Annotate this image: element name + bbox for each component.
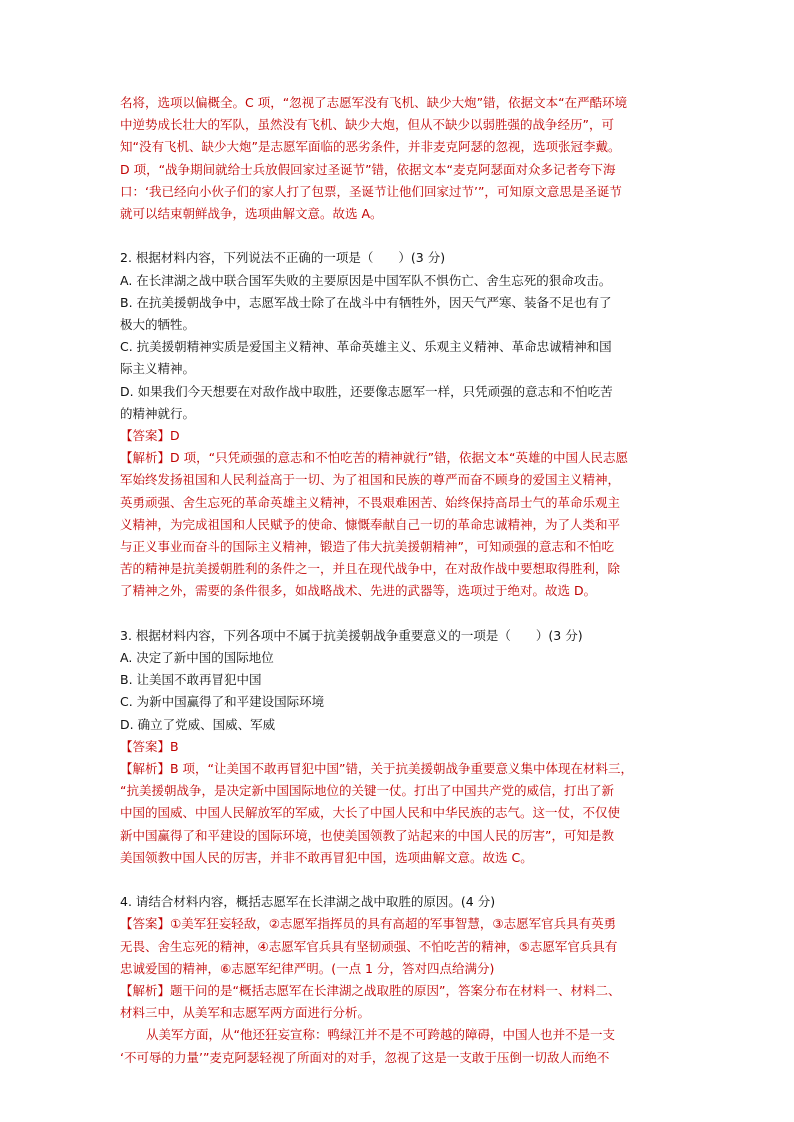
option-line: A. 在长津湖之战中联合国军失败的主要原因是中国军队不惧伤亡、舍生忘死的狠命攻击。 <box>120 272 612 288</box>
question-stem: 4. 请结合材料内容，概括志愿军在长津湖之战中取胜的原因。(4 分) <box>120 894 496 910</box>
text-line: 就可以结束朝鲜战争，选项曲解文意。故选 A。 <box>120 206 383 222</box>
text-line: 名将，选项以偏概全。C 项，“忽视了志愿军没有飞机、缺少大炮”错，依据文本“在严酷环境 <box>120 95 628 110</box>
analysis-line: 了精神之外，需要的条件很多，如战略战术、先进的武器等，选项过于绝对。故选 D。 <box>120 583 597 599</box>
analysis-line: 与正义事业而奋斗的国际主义精神，锻造了伟大抗美援朝精神”，可知顽强的意志和不怕吃 <box>120 539 614 555</box>
analysis-line: 【解析】B 项，“让美国不敢再冒犯中国”错，关于抗美援朝战争重要意义集中体现在材料三， <box>120 761 634 777</box>
option-line: 际主义精神。 <box>120 361 196 377</box>
text-line: 知“没有飞机、缺少大炮”是志愿军面临的恶劣条件，并非麦克阿瑟的忽视，选项张冠李戴。 <box>120 139 621 155</box>
answer-line: 【答案】D <box>120 428 180 444</box>
option-line: C. 抗美援朝精神实质是爱国主义精神、革命英雄主义、乐观主义精神、革命忠诚精神和国 <box>120 339 612 355</box>
answer-line: 无畏、舍生忘死的精神，④志愿军官兵具有坚韧顽强、不怕吃苦的精神，⑤志愿军官兵具有 <box>120 938 618 954</box>
analysis-line: 材料三中，从美军和志愿军两方面进行分析。 <box>120 1005 371 1021</box>
question-2 <box>120 247 680 602</box>
document-content <box>120 92 680 1069</box>
option-line: D. 如果我们今天想要在对敌作战中取胜，还要像志愿军一样，只凭顽强的意志和不怕吃苦 <box>120 383 613 399</box>
question-4 <box>120 891 680 1069</box>
question-stem: 2. 根据材料内容，下列说法不正确的一项是（ ）(3 分) <box>120 250 446 266</box>
answer-line: 【答案】B <box>120 738 179 754</box>
answer-line: 忠诚爱国的精神，⑥志愿军纪律严明。(一点 1 分，答对四点给满分) <box>120 960 495 976</box>
analysis-line: 苦的精神是抗美援朝胜利的条件之一，并且在现代战争中，在对敌作战中要想取得胜利，除 <box>120 561 621 577</box>
option-line: B. 在抗美援朝战争中，志愿军战士除了在战斗中有牺牲外，因天气严寒、装备不足也有了 <box>120 294 612 310</box>
analysis-line: 美国领教中国人民的厉害，并非不敢再冒犯中国，选项曲解文意。故选 C。 <box>120 849 533 865</box>
analysis-line: 从美军方面，从“他还狂妄宣称：鸭绿江并不是不可跨越的障碍，中国人也并不是一支 <box>146 1027 615 1043</box>
q1-analysis-continuation <box>120 92 680 225</box>
text-line: 中逆势成长壮大的军队，虽然没有飞机、缺少大炮，但从不缺少以弱胜强的战争经历”，可 <box>120 117 614 133</box>
option-line: 极大的牺牲。 <box>120 317 196 333</box>
analysis-line: “抗美援朝战争，是决定新中国国际地位的关键一仗。打出了中国共产党的威信，打出了新 <box>120 783 614 799</box>
analysis-line: 【解析】D 项，“只凭顽强的意志和不怕吃苦的精神就行”错，依据文本“英雄的中国人民志愿 <box>120 450 629 466</box>
analysis-line: 【解析】题干问的是“概括志愿军在长津湖之战取胜的原因”，答案分布在材料一、材料二、 <box>120 983 621 999</box>
option-line: 的精神就行。 <box>120 405 196 421</box>
option-line: D. 确立了党威、国威、军威 <box>120 716 276 732</box>
question-stem: 3. 根据材料内容，下列各项中不属于抗美援朝战争重要意义的一项是（ ）(3 分) <box>120 627 583 643</box>
text-line: D 项，“战争期间就给士兵放假回家过圣诞节”错，依据文本“麦克阿瑟面对众多记者夸下海 <box>120 161 616 177</box>
analysis-line: 新中国赢得了和平建设的国际环境，也使美国领教了站起来的中国人民的厉害”，可知是教 <box>120 827 614 843</box>
question-3 <box>120 625 680 869</box>
analysis-line: 中国的国威、中国人民解放军的军威，大长了中国人民和中华民族的志气。这一仗，不仅使 <box>120 805 621 821</box>
option-line: C. 为新中国赢得了和平建设国际环境 <box>120 694 325 710</box>
analysis-line: 义精神，为完成祖国和人民赋予的使命、慷慨奉献自己一切的革命忠诚精神，为了人类和平 <box>120 516 621 532</box>
text-line: 口：‘我已经向小伙子们的家人打了包票，圣诞节让他们回家过节’”，可知原文意思是圣诞节 <box>120 183 622 199</box>
spacer <box>120 869 680 891</box>
analysis-line: 英勇顽强、舍生忘死的革命英雄主义精神，不畏艰难困苦、始终保持高昂士气的革命乐观主 <box>120 494 621 510</box>
spacer <box>120 225 680 247</box>
option-line: A. 决定了新中国的国际地位 <box>120 650 274 666</box>
analysis-line: 军始终发扬祖国和人民利益高于一切、为了祖国和民族的尊严而奋不顾身的爱国主义精神， <box>120 472 621 488</box>
analysis-line: ‘不可辱的力量’”麦克阿瑟轻视了所面对的对手，忽视了这是一支敢于压倒一切敌人而绝不 <box>120 1049 610 1065</box>
answer-line: 【答案】①美军狂妄轻敌，②志愿军指挥员的具有高超的军事智慧，③志愿军官兵具有英勇 <box>120 916 617 932</box>
option-line: B. 让美国不敢再冒犯中国 <box>120 672 262 688</box>
spacer <box>120 603 680 625</box>
